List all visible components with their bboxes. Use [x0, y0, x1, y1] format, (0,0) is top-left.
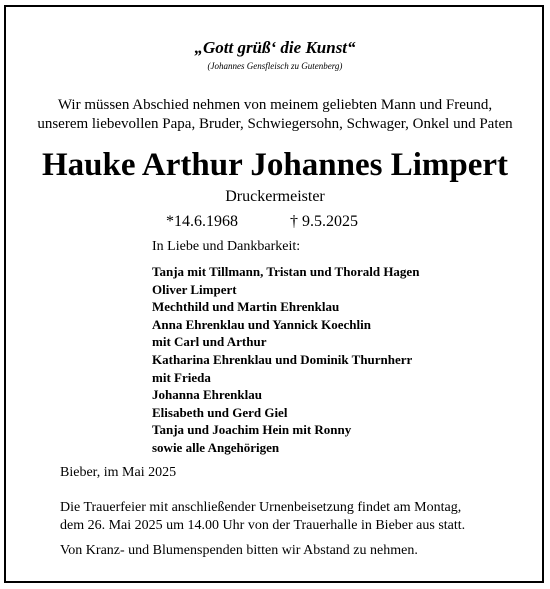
intro-line-1: Wir müssen Abschied nehmen von meinem geliebten Mann und Freund, — [57, 97, 493, 113]
intro-text — [0, 96, 550, 134]
mourner-name: Elisabeth und Gerd Giel — [152, 404, 288, 420]
mourner-name: Oliver Limpert — [152, 281, 237, 297]
mourners-list — [152, 263, 419, 457]
motto-source: (Johannes Gensfleisch zu Gutenberg) — [207, 61, 343, 71]
death-date: † 9.5.2025 — [290, 213, 358, 230]
mourning-heading: In Liebe und Dankbarkeit: — [152, 239, 301, 254]
intro-line-2: unserem liebevollen Papa, Bruder, Schwiegersohn, Schwager, Onkel und Paten — [37, 116, 513, 132]
mourner-name: sowie alle Angehörigen — [152, 439, 280, 455]
place-date: Bieber, im Mai 2025 — [60, 465, 177, 480]
deceased-name: Hauke Arthur Johannes Limpert — [41, 147, 509, 183]
motto-quote: „Gott grüß‘ die Kunst“ — [194, 38, 356, 57]
mourner-name: mit Frieda — [152, 369, 211, 385]
mourner-name: Johanna Ehrenklau — [152, 387, 262, 403]
funeral-notice — [60, 499, 465, 535]
deceased-profession: Druckermeister — [225, 188, 325, 205]
mourner-name: Tanja und Joachim Hein mit Ronny — [152, 422, 352, 438]
mourner-name: Anna Ehrenklau und Yannick Koechlin — [152, 316, 371, 332]
birth-date: *14.6.1968 — [166, 213, 238, 230]
funeral-line-1: Die Trauerfeier mit anschließender Urnenbeisetzung findet am Montag, — [60, 500, 462, 515]
mourner-name: Tanja mit Tillmann, Tristan und Thorald Hagen — [152, 264, 420, 279]
mourner-name: mit Carl und Arthur — [152, 334, 267, 350]
donations-notice: Von Kranz- und Blumenspenden bitten wir Abstand zu nehmen. — [60, 543, 418, 558]
mourner-name: Katharina Ehrenklau und Dominik Thurnherr — [152, 351, 413, 367]
mourner-name: Mechthild und Martin Ehrenklau — [152, 299, 340, 315]
funeral-line-2: dem 26. Mai 2025 um 14.00 Uhr von der Trauerhalle in Bieber aus statt. — [60, 518, 466, 533]
